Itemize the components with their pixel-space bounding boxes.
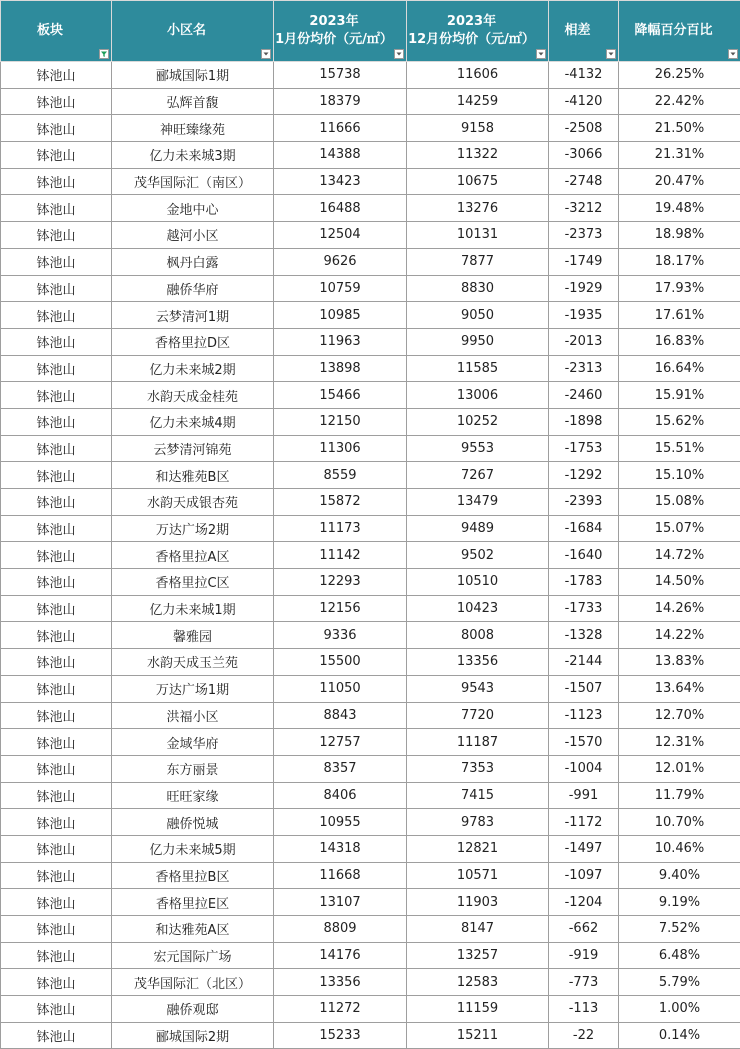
dec-price-cell[interactable]: 9158 (407, 115, 549, 142)
community-cell[interactable]: 香格里拉E区 (112, 889, 274, 916)
jan-price-cell[interactable]: 10759 (274, 275, 407, 302)
dec-price-cell[interactable]: 13276 (407, 195, 549, 222)
community-cell[interactable]: 越河小区 (112, 222, 274, 249)
difference-cell[interactable]: -2373 (549, 222, 619, 249)
dec-price-cell[interactable]: 13479 (407, 489, 549, 516)
jan-price-cell[interactable]: 13356 (274, 969, 407, 996)
difference-cell[interactable]: -1507 (549, 675, 619, 702)
difference-cell[interactable]: -3212 (549, 195, 619, 222)
difference-cell[interactable]: -1640 (549, 542, 619, 569)
district-cell[interactable]: 钵池山 (1, 595, 112, 622)
header-row (1, 1, 740, 62)
jan-price-cell[interactable]: 10955 (274, 809, 407, 836)
difference-cell[interactable]: -1783 (549, 569, 619, 596)
difference-cell[interactable]: -1753 (549, 435, 619, 462)
dec-price-cell[interactable]: 11322 (407, 142, 549, 169)
jan-price-cell[interactable]: 8559 (274, 462, 407, 489)
header-difference[interactable] (549, 1, 619, 62)
header-jan-price-year: 2023年 (274, 13, 394, 31)
decline-percent-cell[interactable]: 7.52% (619, 916, 740, 943)
decline-percent-cell[interactable]: 18.17% (619, 248, 740, 275)
dec-price-cell[interactable]: 8008 (407, 622, 549, 649)
dec-price-cell[interactable]: 14259 (407, 88, 549, 115)
header-decline-percent-label: 降幅百分百比 (619, 22, 728, 40)
table-row (1, 675, 740, 702)
community-cell[interactable]: 香格里拉B区 (112, 862, 274, 889)
community-cell[interactable]: 金域华府 (112, 729, 274, 756)
jan-price-cell[interactable]: 9336 (274, 622, 407, 649)
header-decline-percent[interactable] (619, 1, 740, 62)
dec-price-cell[interactable]: 11585 (407, 355, 549, 382)
difference-cell[interactable]: -2013 (549, 328, 619, 355)
dec-price-cell[interactable]: 7267 (407, 462, 549, 489)
jan-price-cell[interactable]: 15872 (274, 489, 407, 516)
jan-price-cell[interactable]: 12757 (274, 729, 407, 756)
community-cell[interactable]: 云梦清河1期 (112, 302, 274, 329)
table-row (1, 462, 740, 489)
header-dec-price[interactable] (407, 1, 549, 62)
jan-price-cell[interactable]: 11142 (274, 542, 407, 569)
dec-price-cell[interactable]: 10571 (407, 862, 549, 889)
decline-percent-cell[interactable]: 18.98% (619, 222, 740, 249)
dec-price-cell[interactable]: 11903 (407, 889, 549, 916)
jan-price-cell[interactable]: 14176 (274, 942, 407, 969)
dec-price-cell[interactable]: 9489 (407, 515, 549, 542)
district-cell[interactable]: 钵池山 (1, 542, 112, 569)
district-cell[interactable]: 钵池山 (1, 755, 112, 782)
table-row (1, 435, 740, 462)
dec-price-cell[interactable]: 9543 (407, 675, 549, 702)
difference-cell[interactable]: -2748 (549, 168, 619, 195)
table-row (1, 622, 740, 649)
table-row (1, 328, 740, 355)
difference-cell[interactable]: -991 (549, 782, 619, 809)
jan-price-cell[interactable]: 15233 (274, 1022, 407, 1049)
jan-price-cell[interactable]: 8809 (274, 916, 407, 943)
jan-price-cell[interactable]: 11050 (274, 675, 407, 702)
decline-percent-cell[interactable]: 13.64% (619, 675, 740, 702)
jan-price-cell[interactable]: 18379 (274, 88, 407, 115)
jan-price-cell[interactable]: 11666 (274, 115, 407, 142)
dec-price-cell[interactable]: 9502 (407, 542, 549, 569)
decline-percent-cell[interactable]: 11.79% (619, 782, 740, 809)
jan-price-cell[interactable]: 12156 (274, 595, 407, 622)
district-cell[interactable]: 钵池山 (1, 435, 112, 462)
table-row (1, 996, 740, 1023)
difference-cell[interactable]: -1497 (549, 835, 619, 862)
district-cell[interactable]: 钵池山 (1, 702, 112, 729)
decline-percent-cell[interactable]: 15.51% (619, 435, 740, 462)
district-cell[interactable]: 钵池山 (1, 996, 112, 1023)
community-cell[interactable]: 融侨观邸 (112, 996, 274, 1023)
difference-cell[interactable]: -773 (549, 969, 619, 996)
district-cell[interactable]: 钵池山 (1, 969, 112, 996)
difference-cell[interactable]: -1123 (549, 702, 619, 729)
district-cell[interactable]: 钵池山 (1, 222, 112, 249)
filter-dropdown-icon[interactable] (536, 49, 546, 59)
community-cell[interactable]: 旺旺家缘 (112, 782, 274, 809)
difference-cell[interactable]: -1004 (549, 755, 619, 782)
table-row (1, 809, 740, 836)
decline-percent-cell[interactable]: 10.46% (619, 835, 740, 862)
decline-percent-cell[interactable]: 12.31% (619, 729, 740, 756)
district-cell[interactable]: 钵池山 (1, 142, 112, 169)
table-row (1, 355, 740, 382)
district-cell[interactable]: 钵池山 (1, 649, 112, 676)
community-cell[interactable]: 枫丹白露 (112, 248, 274, 275)
district-cell[interactable]: 钵池山 (1, 62, 112, 89)
jan-price-cell[interactable]: 14318 (274, 835, 407, 862)
filter-dropdown-icon[interactable] (394, 49, 404, 59)
table-row (1, 115, 740, 142)
dec-price-cell[interactable]: 10423 (407, 595, 549, 622)
community-cell[interactable]: 茂华国际汇（北区） (112, 969, 274, 996)
community-cell[interactable]: 神旺臻缘苑 (112, 115, 274, 142)
table-row (1, 889, 740, 916)
table-row (1, 542, 740, 569)
header-dec-price-year: 2023年 (407, 13, 536, 31)
decline-percent-cell[interactable]: 15.10% (619, 462, 740, 489)
community-cell[interactable]: 亿力未来城2期 (112, 355, 274, 382)
dec-price-cell[interactable]: 10252 (407, 408, 549, 435)
decline-percent-cell[interactable]: 17.61% (619, 302, 740, 329)
jan-price-cell[interactable]: 11668 (274, 862, 407, 889)
community-cell[interactable]: 万达广场2期 (112, 515, 274, 542)
table-row (1, 248, 740, 275)
district-cell[interactable]: 钵池山 (1, 382, 112, 409)
dec-price-cell[interactable]: 9553 (407, 435, 549, 462)
difference-cell[interactable]: -919 (549, 942, 619, 969)
dec-price-cell[interactable]: 9783 (407, 809, 549, 836)
community-cell[interactable]: 香格里拉C区 (112, 569, 274, 596)
filter-active-icon[interactable] (99, 49, 109, 59)
jan-price-cell[interactable]: 15466 (274, 382, 407, 409)
difference-cell[interactable]: -1204 (549, 889, 619, 916)
decline-percent-cell[interactable]: 15.62% (619, 408, 740, 435)
decline-percent-cell[interactable]: 14.72% (619, 542, 740, 569)
district-cell[interactable]: 钵池山 (1, 622, 112, 649)
district-cell[interactable]: 钵池山 (1, 1022, 112, 1049)
decline-percent-cell[interactable]: 10.70% (619, 809, 740, 836)
dec-price-cell[interactable]: 15211 (407, 1022, 549, 1049)
jan-price-cell[interactable]: 13107 (274, 889, 407, 916)
decline-percent-cell[interactable]: 16.64% (619, 355, 740, 382)
table-row (1, 88, 740, 115)
decline-percent-cell[interactable]: 12.70% (619, 702, 740, 729)
difference-cell[interactable]: -4120 (549, 88, 619, 115)
community-cell[interactable]: 云梦清河锦苑 (112, 435, 274, 462)
decline-percent-cell[interactable]: 1.00% (619, 996, 740, 1023)
difference-cell[interactable]: -1898 (549, 408, 619, 435)
table-row (1, 942, 740, 969)
dec-price-cell[interactable]: 9050 (407, 302, 549, 329)
jan-price-cell[interactable]: 11963 (274, 328, 407, 355)
decline-percent-cell[interactable]: 6.48% (619, 942, 740, 969)
table-row (1, 382, 740, 409)
jan-price-cell[interactable]: 12504 (274, 222, 407, 249)
dec-price-cell[interactable]: 11159 (407, 996, 549, 1023)
district-cell[interactable]: 钵池山 (1, 809, 112, 836)
decline-percent-cell[interactable]: 13.83% (619, 649, 740, 676)
dec-price-cell[interactable]: 7877 (407, 248, 549, 275)
header-community-label: 小区名 (112, 22, 261, 40)
district-cell[interactable]: 钵池山 (1, 782, 112, 809)
table-row (1, 702, 740, 729)
district-cell[interactable]: 钵池山 (1, 515, 112, 542)
jan-price-cell[interactable]: 9626 (274, 248, 407, 275)
community-cell[interactable]: 亿力未来城5期 (112, 835, 274, 862)
jan-price-cell[interactable]: 15500 (274, 649, 407, 676)
table-row (1, 222, 740, 249)
dec-price-cell[interactable]: 7720 (407, 702, 549, 729)
difference-cell[interactable]: -662 (549, 916, 619, 943)
difference-cell[interactable]: -1292 (549, 462, 619, 489)
decline-percent-cell[interactable]: 21.31% (619, 142, 740, 169)
decline-percent-cell[interactable]: 14.50% (619, 569, 740, 596)
district-cell[interactable]: 钵池山 (1, 248, 112, 275)
table-row (1, 782, 740, 809)
district-cell[interactable]: 钵池山 (1, 675, 112, 702)
table-row (1, 1022, 740, 1049)
community-cell[interactable]: 金地中心 (112, 195, 274, 222)
district-cell[interactable]: 钵池山 (1, 328, 112, 355)
difference-cell[interactable]: -4132 (549, 62, 619, 89)
jan-price-cell[interactable]: 15738 (274, 62, 407, 89)
decline-percent-cell[interactable]: 14.22% (619, 622, 740, 649)
jan-price-cell[interactable]: 11272 (274, 996, 407, 1023)
header-jan-price-label: 1月份均价（元/㎡） (274, 31, 394, 49)
decline-percent-cell[interactable]: 15.08% (619, 489, 740, 516)
community-cell[interactable]: 水韵天成银杏苑 (112, 489, 274, 516)
decline-percent-cell[interactable]: 9.40% (619, 862, 740, 889)
decline-percent-cell[interactable]: 21.50% (619, 115, 740, 142)
header-difference-label: 相差 (549, 22, 606, 40)
difference-cell[interactable]: -1570 (549, 729, 619, 756)
decline-percent-cell[interactable]: 22.42% (619, 88, 740, 115)
difference-cell[interactable]: -1733 (549, 595, 619, 622)
district-cell[interactable]: 钵池山 (1, 302, 112, 329)
table-row (1, 755, 740, 782)
decline-percent-cell[interactable]: 9.19% (619, 889, 740, 916)
difference-cell[interactable]: -113 (549, 996, 619, 1023)
community-cell[interactable]: 郦城国际1期 (112, 62, 274, 89)
dec-price-cell[interactable]: 10510 (407, 569, 549, 596)
header-community[interactable] (112, 1, 274, 62)
header-jan-price[interactable] (274, 1, 407, 62)
dec-price-cell[interactable]: 11187 (407, 729, 549, 756)
district-cell[interactable]: 钵池山 (1, 489, 112, 516)
dec-price-cell[interactable]: 10131 (407, 222, 549, 249)
dec-price-cell[interactable]: 11606 (407, 62, 549, 89)
district-cell[interactable]: 钵池山 (1, 355, 112, 382)
header-district-label: 板块 (1, 22, 99, 40)
community-cell[interactable]: 亿力未来城1期 (112, 595, 274, 622)
jan-price-cell[interactable]: 13898 (274, 355, 407, 382)
community-cell[interactable]: 亿力未来城4期 (112, 408, 274, 435)
district-cell[interactable]: 钵池山 (1, 569, 112, 596)
table-row (1, 489, 740, 516)
jan-price-cell[interactable]: 8357 (274, 755, 407, 782)
community-cell[interactable]: 香格里拉A区 (112, 542, 274, 569)
difference-cell[interactable]: -22 (549, 1022, 619, 1049)
table-row (1, 275, 740, 302)
dec-price-cell[interactable]: 13257 (407, 942, 549, 969)
dec-price-cell[interactable]: 12821 (407, 835, 549, 862)
jan-price-cell[interactable]: 12150 (274, 408, 407, 435)
community-cell[interactable]: 茂华国际汇（南区） (112, 168, 274, 195)
community-cell[interactable]: 郦城国际2期 (112, 1022, 274, 1049)
header-dec-price-label: 12月份均价（元/㎡） (407, 31, 536, 49)
difference-cell[interactable]: -1749 (549, 248, 619, 275)
difference-cell[interactable]: -1935 (549, 302, 619, 329)
table-row (1, 916, 740, 943)
district-cell[interactable]: 钵池山 (1, 168, 112, 195)
community-cell[interactable]: 和达雅苑B区 (112, 462, 274, 489)
table-body (1, 62, 740, 1049)
community-cell[interactable]: 水韵天成金桂苑 (112, 382, 274, 409)
table-row (1, 142, 740, 169)
district-cell[interactable]: 钵池山 (1, 889, 112, 916)
jan-price-cell[interactable]: 16488 (274, 195, 407, 222)
table-row (1, 729, 740, 756)
district-cell[interactable]: 钵池山 (1, 942, 112, 969)
dec-price-cell[interactable]: 12583 (407, 969, 549, 996)
decline-percent-cell[interactable]: 5.79% (619, 969, 740, 996)
community-cell[interactable]: 和达雅苑A区 (112, 916, 274, 943)
district-cell[interactable]: 钵池山 (1, 115, 112, 142)
community-cell[interactable]: 融侨华府 (112, 275, 274, 302)
decline-percent-cell[interactable]: 15.07% (619, 515, 740, 542)
community-cell[interactable]: 馨雅园 (112, 622, 274, 649)
jan-price-cell[interactable]: 10985 (274, 302, 407, 329)
dec-price-cell[interactable]: 13006 (407, 382, 549, 409)
table-row (1, 408, 740, 435)
table-row (1, 649, 740, 676)
decline-percent-cell[interactable]: 16.83% (619, 328, 740, 355)
community-cell[interactable]: 水韵天成玉兰苑 (112, 649, 274, 676)
table-row (1, 969, 740, 996)
district-cell[interactable]: 钵池山 (1, 862, 112, 889)
dec-price-cell[interactable]: 8147 (407, 916, 549, 943)
difference-cell[interactable]: -2508 (549, 115, 619, 142)
decline-percent-cell[interactable]: 15.91% (619, 382, 740, 409)
difference-cell[interactable]: -1097 (549, 862, 619, 889)
community-cell[interactable]: 宏元国际广场 (112, 942, 274, 969)
dec-price-cell[interactable]: 8830 (407, 275, 549, 302)
decline-percent-cell[interactable]: 17.93% (619, 275, 740, 302)
table-row (1, 835, 740, 862)
community-cell[interactable]: 弘辉首馥 (112, 88, 274, 115)
decline-percent-cell[interactable]: 26.25% (619, 62, 740, 89)
difference-cell[interactable]: -2460 (549, 382, 619, 409)
table-row (1, 595, 740, 622)
district-cell[interactable]: 钵池山 (1, 462, 112, 489)
dec-price-cell[interactable]: 10675 (407, 168, 549, 195)
table-row (1, 862, 740, 889)
community-cell[interactable]: 东方丽景 (112, 755, 274, 782)
table-row (1, 62, 740, 89)
jan-price-cell[interactable]: 8406 (274, 782, 407, 809)
difference-cell[interactable]: -2313 (549, 355, 619, 382)
decline-percent-cell[interactable]: 19.48% (619, 195, 740, 222)
district-cell[interactable]: 钵池山 (1, 835, 112, 862)
district-cell[interactable]: 钵池山 (1, 916, 112, 943)
table-row (1, 515, 740, 542)
difference-cell[interactable]: -2393 (549, 489, 619, 516)
community-cell[interactable]: 融侨悦城 (112, 809, 274, 836)
district-cell[interactable]: 钵池山 (1, 729, 112, 756)
table-row (1, 168, 740, 195)
filter-dropdown-icon[interactable] (606, 49, 616, 59)
decline-percent-cell[interactable]: 14.26% (619, 595, 740, 622)
table-row (1, 195, 740, 222)
jan-price-cell[interactable]: 13423 (274, 168, 407, 195)
difference-cell[interactable]: -3066 (549, 142, 619, 169)
dec-price-cell[interactable]: 9950 (407, 328, 549, 355)
decline-percent-cell[interactable]: 20.47% (619, 168, 740, 195)
difference-cell[interactable]: -1929 (549, 275, 619, 302)
jan-price-cell[interactable]: 14388 (274, 142, 407, 169)
filter-dropdown-icon[interactable] (728, 49, 738, 59)
district-cell[interactable]: 钵池山 (1, 408, 112, 435)
difference-cell[interactable]: -1172 (549, 809, 619, 836)
header-district[interactable] (1, 1, 112, 62)
filter-dropdown-icon[interactable] (261, 49, 271, 59)
dec-price-cell[interactable]: 7353 (407, 755, 549, 782)
table-row (1, 302, 740, 329)
district-cell[interactable]: 钵池山 (1, 88, 112, 115)
jan-price-cell[interactable]: 11306 (274, 435, 407, 462)
difference-cell[interactable]: -2144 (549, 649, 619, 676)
community-cell[interactable]: 洪福小区 (112, 702, 274, 729)
community-cell[interactable]: 亿力未来城3期 (112, 142, 274, 169)
community-cell[interactable]: 万达广场1期 (112, 675, 274, 702)
difference-cell[interactable]: -1328 (549, 622, 619, 649)
district-cell[interactable]: 钵池山 (1, 195, 112, 222)
district-cell[interactable]: 钵池山 (1, 275, 112, 302)
jan-price-cell[interactable]: 12293 (274, 569, 407, 596)
dec-price-cell[interactable]: 7415 (407, 782, 549, 809)
community-cell[interactable]: 香格里拉D区 (112, 328, 274, 355)
difference-cell[interactable]: -1684 (549, 515, 619, 542)
decline-percent-cell[interactable]: 0.14% (619, 1022, 740, 1049)
table-row (1, 569, 740, 596)
jan-price-cell[interactable]: 8843 (274, 702, 407, 729)
decline-percent-cell[interactable]: 12.01% (619, 755, 740, 782)
dec-price-cell[interactable]: 13356 (407, 649, 549, 676)
jan-price-cell[interactable]: 11173 (274, 515, 407, 542)
